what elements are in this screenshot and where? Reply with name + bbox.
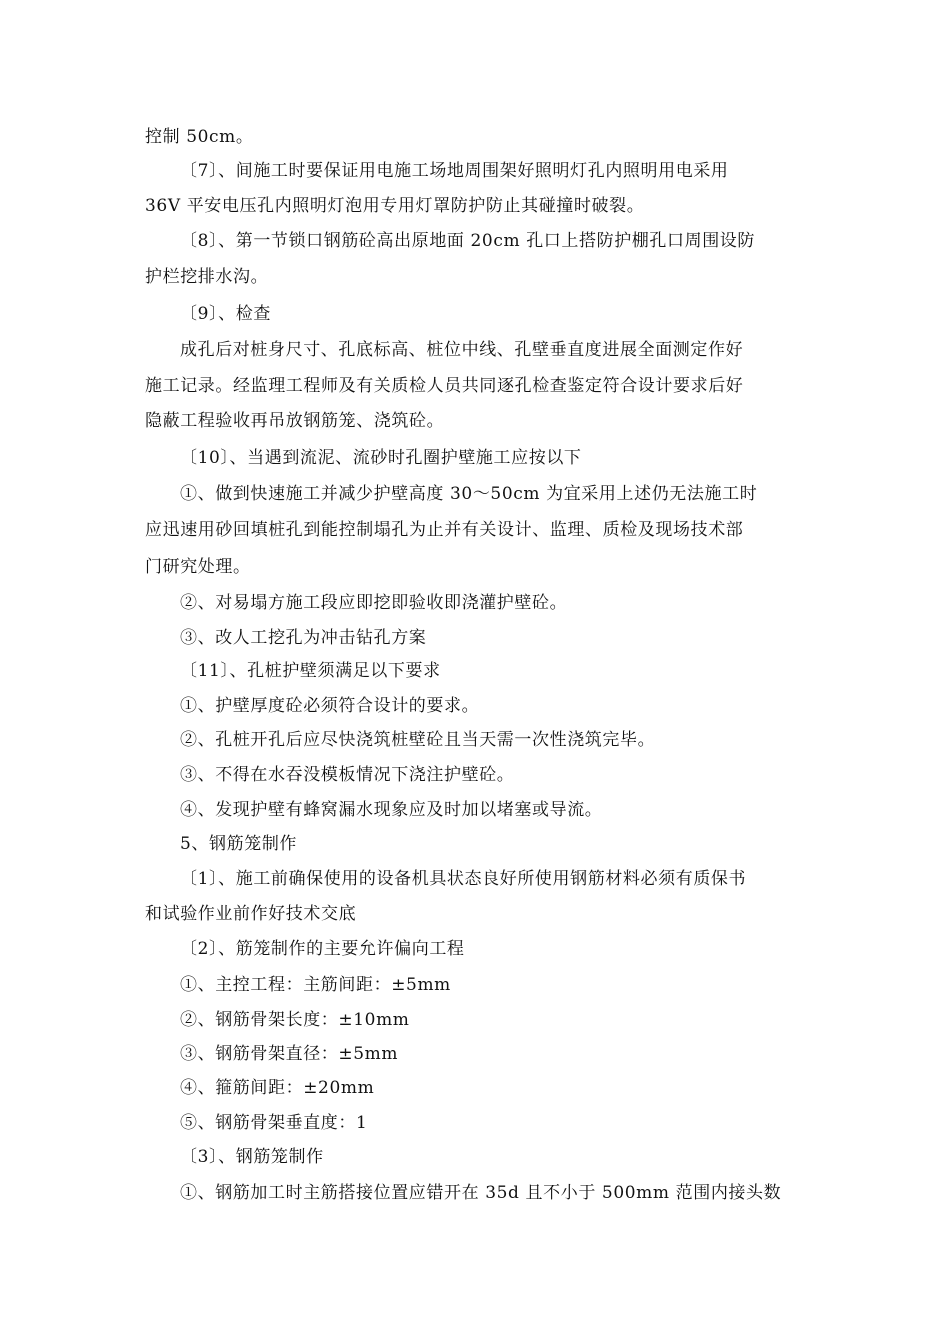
text-line: 〔7〕、间施工时要保证用电施工场地周围架好照明灯孔内照明用电采用 <box>180 161 729 181</box>
text-line: ②、孔桩开孔后应尽快浇筑桩壁砼且当天需一次性浇筑完毕。 <box>180 730 656 750</box>
text-line: ③、改人工挖孔为冲击钻孔方案 <box>180 628 427 648</box>
text-line: ③、钢筋骨架直径：±5mm <box>180 1044 399 1064</box>
text-line: 护栏挖排水沟。 <box>145 267 269 287</box>
text-line: 〔2〕、筋笼制作的主要允许偏向工程 <box>180 939 465 959</box>
text-line: 〔11〕、孔桩护壁须满足以下要求 <box>180 661 441 681</box>
text-line: 施工记录。经监理工程师及有关质检人员共同逐孔检查鉴定符合设计要求后好 <box>145 376 744 396</box>
text-line: 5、钢筋笼制作 <box>180 834 298 854</box>
text-line: ②、对易塌方施工段应即挖即验收即浇灌护壁砼。 <box>180 593 568 613</box>
text-line: 门研究处理。 <box>145 557 251 577</box>
text-line: 〔10〕、当遇到流泥、流砂时孔圈护壁施工应按以下 <box>180 448 582 468</box>
text-line: 〔3〕、钢筋笼制作 <box>180 1147 324 1167</box>
text-line: 成孔后对桩身尺寸、孔底标高、桩位中线、孔壁垂直度进展全面测定作好 <box>180 340 744 360</box>
text-line: 〔8〕、第一节锁口钢筋砼高出原地面 20cm 孔口上搭防护棚孔口周围设防 <box>180 231 755 251</box>
text-line: ④、发现护壁有蜂窝漏水现象应及时加以堵塞或导流。 <box>180 800 603 820</box>
text-line: ①、钢筋加工时主筋搭接位置应错开在 35d 且不小于 500mm 范围内接头数 <box>180 1183 782 1203</box>
text-line: 隐蔽工程验收再吊放钢筋笼、浇筑砼。 <box>145 411 445 431</box>
text-line: ①、护壁厚度砼必须符合设计的要求。 <box>180 696 480 716</box>
text-line: ③、不得在水吞没模板情况下浇注护壁砼。 <box>180 765 515 785</box>
text-line: ④、箍筋间距：±20mm <box>180 1078 375 1098</box>
text-line: 36V 平安电压孔内照明灯泡用专用灯罩防护防止其碰撞时破裂。 <box>145 196 645 216</box>
text-line: 应迅速用砂回填桩孔到能控制塌孔为止并有关设计、监理、质检及现场技术部 <box>145 520 744 540</box>
text-line: ⑤、钢筋骨架垂直度：1 <box>180 1113 368 1133</box>
text-line: 控制 50cm。 <box>145 127 254 147</box>
text-line: 〔1〕、施工前确保使用的设备机具状态良好所使用钢筋材料必须有质保书 <box>180 869 747 889</box>
text-line: 〔9〕、检查 <box>180 304 271 324</box>
text-line: ①、主控工程：主筋间距：±5mm <box>180 975 451 995</box>
text-line: ②、钢筋骨架长度：±10mm <box>180 1010 410 1030</box>
text-line: ①、做到快速施工并减少护壁高度 30～50cm 为宜采用上述仍无法施工时 <box>180 484 758 504</box>
text-line: 和试验作业前作好技术交底 <box>145 904 357 924</box>
